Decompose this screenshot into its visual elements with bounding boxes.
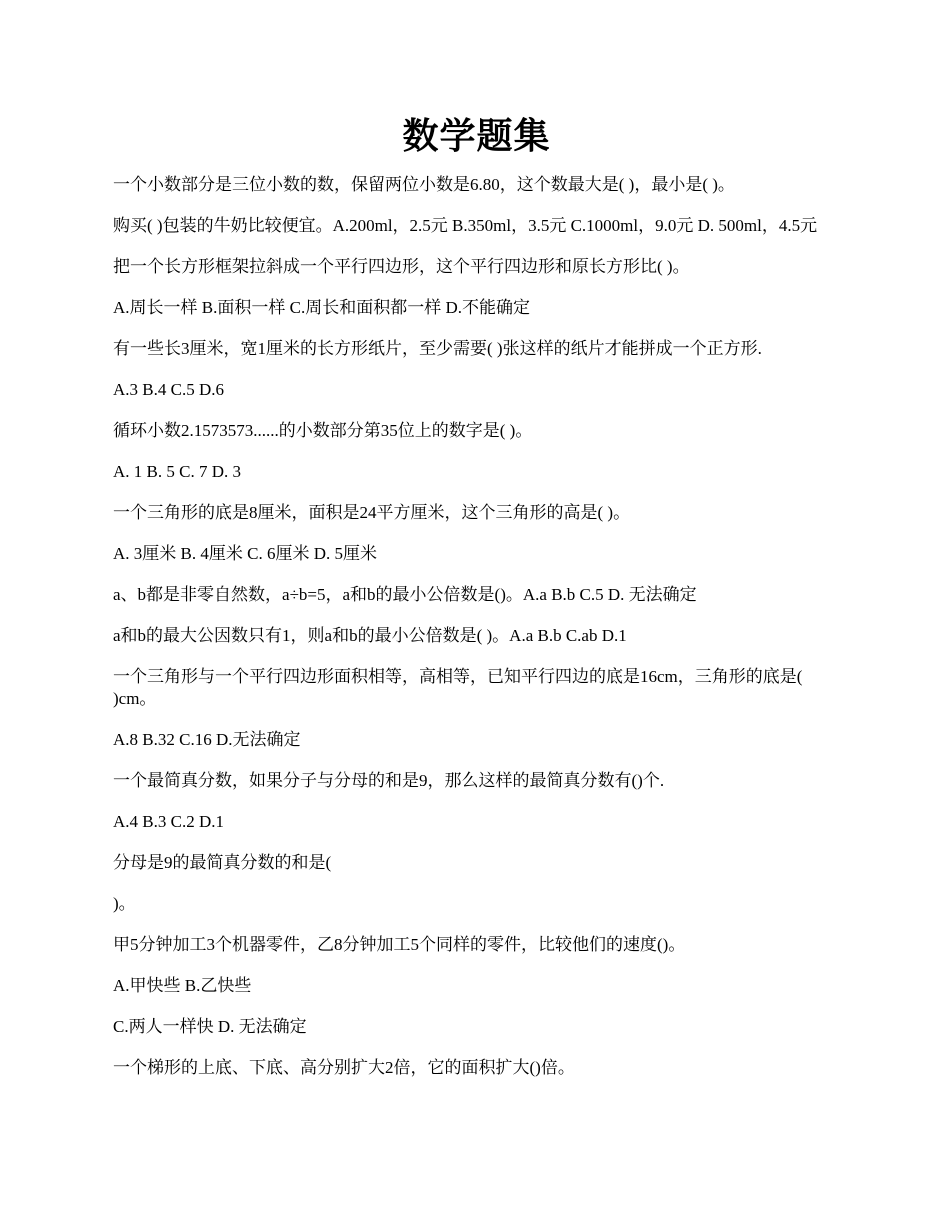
options-paragraph: A.3 B.4 C.5 D.6 <box>113 380 224 399</box>
options-paragraph: A. 3厘米 B. 4厘米 C. 6厘米 D. 5厘米 <box>113 544 377 563</box>
question-paragraph: 一个三角形与一个平行四边形面积相等，高相等，已知平行四边的底是16cm，三角形的底是( )cm。 <box>113 667 807 708</box>
question-paragraph: 一个小数部分是三位小数的数，保留两位小数是6.80，这个数最大是( )，最小是( )。 <box>113 175 735 194</box>
question-paragraph: a和b的最大公因数只有1，则a和b的最小公倍数是( )。A.a B.b C.ab D.1 <box>113 626 627 645</box>
document-page <box>113 110 840 1098</box>
question-paragraph: 分母是9的最简真分数的和是( <box>113 853 332 872</box>
question-paragraph: 一个三角形的底是8厘米，面积是24平方厘米，这个三角形的高是( )。 <box>113 503 631 522</box>
options-paragraph: C.两人一样快 D. 无法确定 <box>113 1017 307 1036</box>
question-paragraph: 一个梯形的上底、下底、高分别扩大2倍，它的面积扩大()倍。 <box>113 1058 575 1077</box>
question-paragraph: 购买( )包装的牛奶比较便宜。A.200ml，2.5元 B.350ml，3.5元 C.1000ml，9.0元 D. 500ml，4.5元 <box>113 216 818 235</box>
options-paragraph: A. 1 B. 5 C. 7 D. 3 <box>113 462 241 481</box>
options-paragraph: A.周长一样 B.面积一样 C.周长和面积都一样 D.不能确定 <box>113 298 530 317</box>
options-paragraph: A.4 B.3 C.2 D.1 <box>113 812 224 831</box>
question-paragraph: a、b都是非零自然数，a÷b=5，a和b的最小公倍数是()。A.a B.b C.5 D. 无法确定 <box>113 585 697 604</box>
options-paragraph: A.8 B.32 C.16 D.无法确定 <box>113 730 301 749</box>
question-paragraph: 循环小数2.1573573......的小数部分第35位上的数字是( )。 <box>113 421 533 440</box>
question-paragraph: 一个最简真分数，如果分子与分母的和是9，那么这样的最简真分数有()个. <box>113 771 665 790</box>
question-paragraph: 把一个长方形框架拉斜成一个平行四边形，这个平行四边形和原长方形比( )。 <box>113 257 690 276</box>
options-paragraph: A.甲快些 B.乙快些 <box>113 976 252 995</box>
question-paragraph: 甲5分钟加工3个机器零件，乙8分钟加工5个同样的零件，比较他们的速度()。 <box>113 935 686 954</box>
question-paragraph: 有一些长3厘米，宽1厘米的长方形纸片，至少需要( )张这样的纸片才能拼成一个正方形. <box>113 339 762 358</box>
page-title: 数学题集 <box>402 116 551 156</box>
question-paragraph: )。 <box>113 894 136 913</box>
